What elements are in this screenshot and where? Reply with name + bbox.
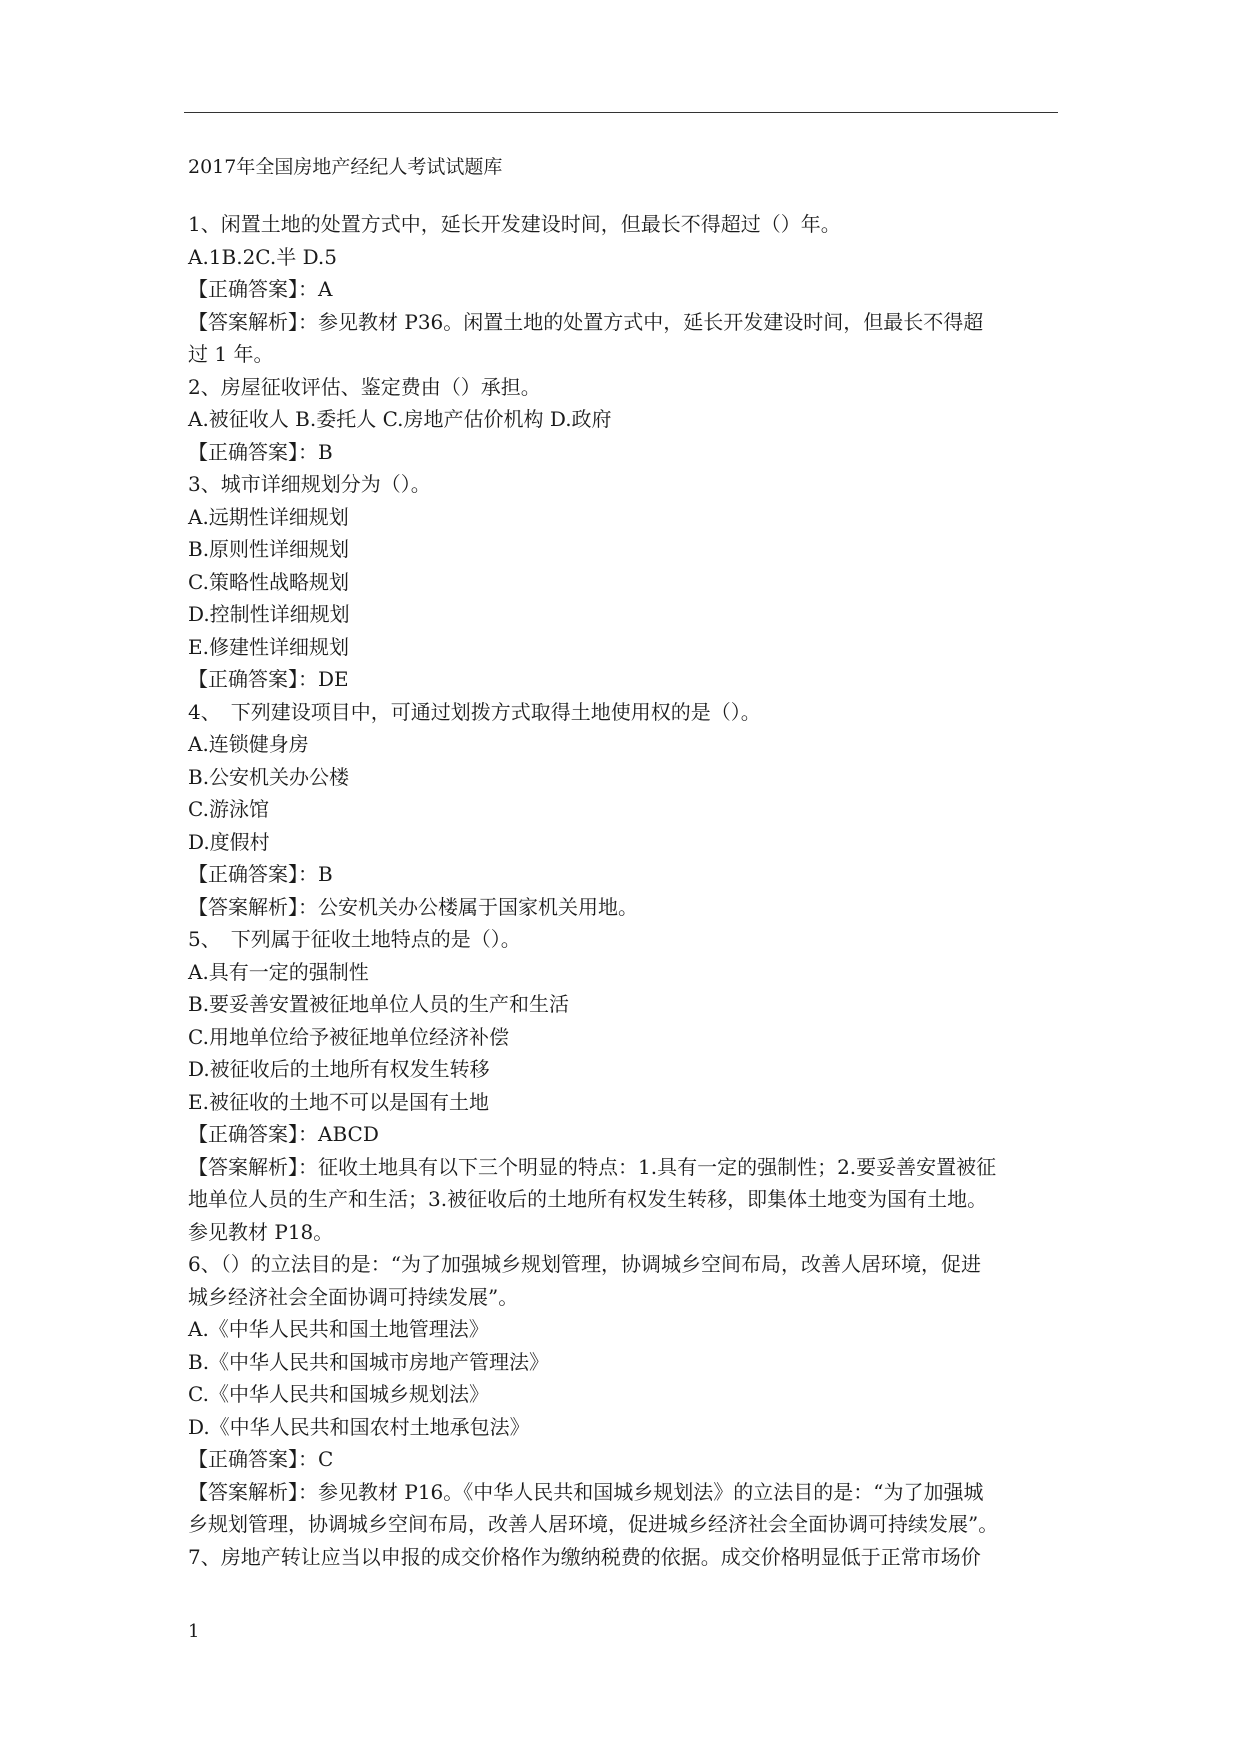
text-line: 【答案解析】：参见教材 P16。《中华人民共和国城乡规划法》的立法目的是：“为了加强城 [188,1479,984,1504]
document-body [188,152,1058,1573]
text-line: A.远期性详细规划 [188,504,349,529]
text-line: 【答案解析】：公安机关办公楼属于国家机关用地。 [188,894,638,919]
text-line: E.修建性详细规划 [188,634,349,659]
header-rule [184,112,1058,113]
text-line: B.要妥善安置被征地单位人员的生产和生活 [188,992,570,1016]
page-number: 1 [188,1621,200,1642]
text-line: A.具有一定的强制性 [188,959,369,984]
text-line: C.策略性战略规划 [188,569,349,594]
text-line: 【正确答案】：DE [188,667,349,691]
text-line: A.1B.2C.半 D.5 [188,244,338,269]
text-line: C.《中华人民共和国城乡规划法》 [188,1382,489,1406]
text-line: 7、房地产转让应当以申报的成交价格作为缴纳税费的依据。成交价格明显低于正常市场价 [188,1544,981,1569]
text-line: A.被征收人 B.委托人 C.房地产估价机构 D.政府 [188,407,612,431]
text-line: 【正确答案】：C [188,1447,334,1471]
text-line: 【正确答案】：ABCD [188,1122,379,1146]
text-line: 2、房屋征收评估、鉴定费由（）承担。 [188,374,541,399]
text-line: 地单位人员的生产和生活；3.被征收后的土地所有权发生转移，即集体土地变为国有土地。 [188,1187,988,1211]
text-line: C.用地单位给予被征地单位经济补偿 [188,1024,509,1049]
text-line: 过 1 年。 [188,342,274,366]
text-line: B.公安机关办公楼 [188,764,350,789]
text-line: 【正确答案】：B [188,439,333,464]
text-line: A.连锁健身房 [188,732,309,756]
text-line: D.度假村 [188,829,270,854]
text-line: 【正确答案】：A [188,277,333,301]
text-line: 5、 下列属于征收土地特点的是（）。 [188,927,521,951]
text-line: 【答案解析】：参见教材 P36。闲置土地的处置方式中，延长开发建设时间，但最长不得超 [188,309,984,334]
text-line: B.《中华人民共和国城市房地产管理法》 [188,1349,550,1374]
text-line: 【正确答案】：B [188,862,333,886]
question-list [188,208,1058,1573]
text-line: 1、闲置土地的处置方式中，延长开发建设时间，但最长不得超过（）年。 [188,212,841,236]
text-line: E.被征收的土地不可以是国有土地 [188,1089,489,1114]
text-line: C.游泳馆 [188,797,269,821]
text-line: D.《中华人民共和国农村土地承包法》 [188,1414,530,1439]
text-line: 【答案解析】：征收土地具有以下三个明显的特点：1.具有一定的强制性；2.要妥善安置被征 [188,1154,997,1179]
text-line: A.《中华人民共和国土地管理法》 [188,1317,489,1341]
text-line: 参见教材 P18。 [188,1219,334,1244]
text-line: 3、城市详细规划分为（）。 [188,472,431,496]
text-line: 6、（）的立法目的是：“为了加强城乡规划管理，协调城乡空间布局，改善人居环境，促进 [188,1252,981,1276]
text-line: 乡规划管理，协调城乡空间布局，改善人居环境，促进城乡经济社会全面协调可持续发展”。 [188,1512,999,1536]
text-line: B.原则性详细规划 [188,537,350,561]
text-line: 城乡经济社会全面协调可持续发展”。 [188,1284,519,1309]
document-title: 2017年全国房地产经纪人考试试题库 [188,156,503,178]
text-line: 4、 下列建设项目中，可通过划拨方式取得土地使用权的是（）。 [188,699,761,724]
text-line: D.控制性详细规划 [188,602,350,626]
text-line: D.被征收后的土地所有权发生转移 [188,1057,490,1081]
